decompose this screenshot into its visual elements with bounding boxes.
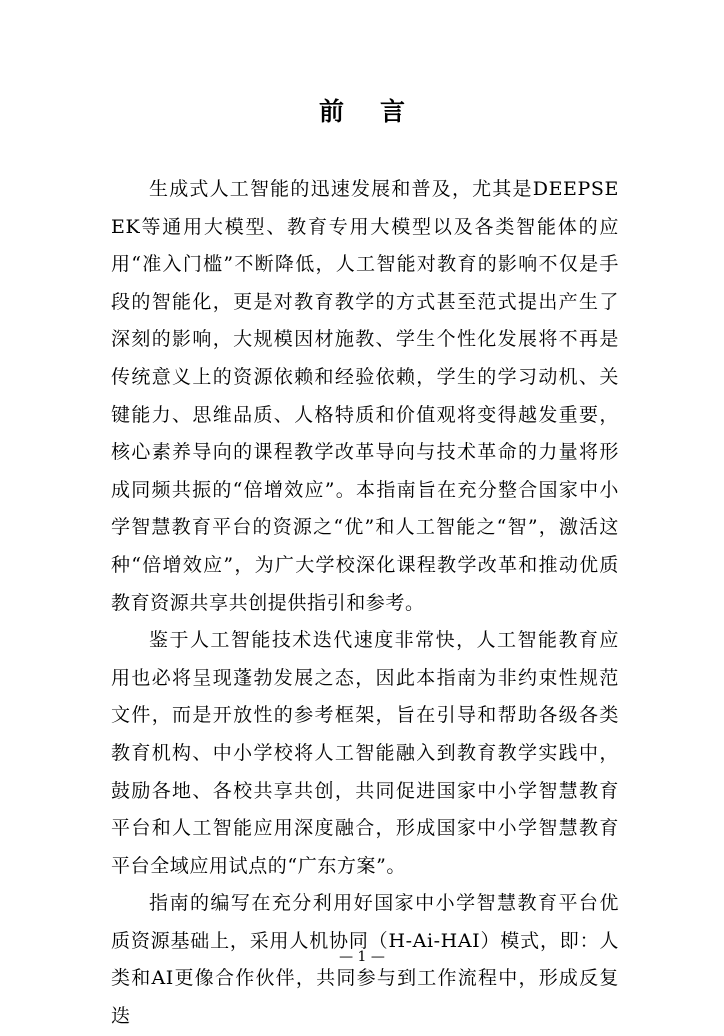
paragraph-3: 指南的编写在充分利用好国家中小学智慧教育平台优质资源基础上，采用人机协同（H-Ai-HAI）模式，即：人类和AI更像合作伙伴，共同参与到工作流程中，形成反复迭 [111, 892, 619, 1028]
paragraph-2: 鉴于人工智能技术迭代速度非常快，人工智能教育应用也必将呈现蓬勃发展之态，因此本指南为非约束性规范文件，而是开放性的参考框架，旨在引导和帮助各级各类教育机构、中小学校将人工智能融入到教育教学实践中，鼓励各地、各校共享共创，共同促进国家中小学智慧教育平台和人工智能应用深度融合，形成国家中小学智慧教育平台全域应用试点的“广东方案”。 [111, 629, 619, 877]
body-text [111, 171, 619, 1036]
paragraph-1: 生成式人工智能的迅速发展和普及，尤其是DEEPSEEK等通用大模型、教育专用大模型以及各类智能体的应用“准入门槛”不断降低，人工智能对教育的影响不仅是手段的智能化，更是对教育教学的方式甚至范式提出产生了深刻的影响，大规模因材施教、学生个性化发展将不再是传统意义上的资源依赖和经验依赖，学生的学习动机、关键能力、思维品质、人格特质和价值观将变得越发重要，核心素养导向的课程教学改革导向与技术革命的力量将形成同频共振的“倍增效应”。本指南旨在充分整合国家中小学智慧教育平台的资源之“优”和人工智能之“智”，激活这种“倍增效应”，为广大学校深化课程教学改革和推动优质教育资源共享共创提供指引和参考。 [111, 178, 619, 614]
title-char-2: 言 [380, 97, 406, 126]
page-title [0, 96, 724, 128]
title-char-1: 前 [318, 97, 344, 126]
page-number: — 1 — [339, 949, 385, 965]
